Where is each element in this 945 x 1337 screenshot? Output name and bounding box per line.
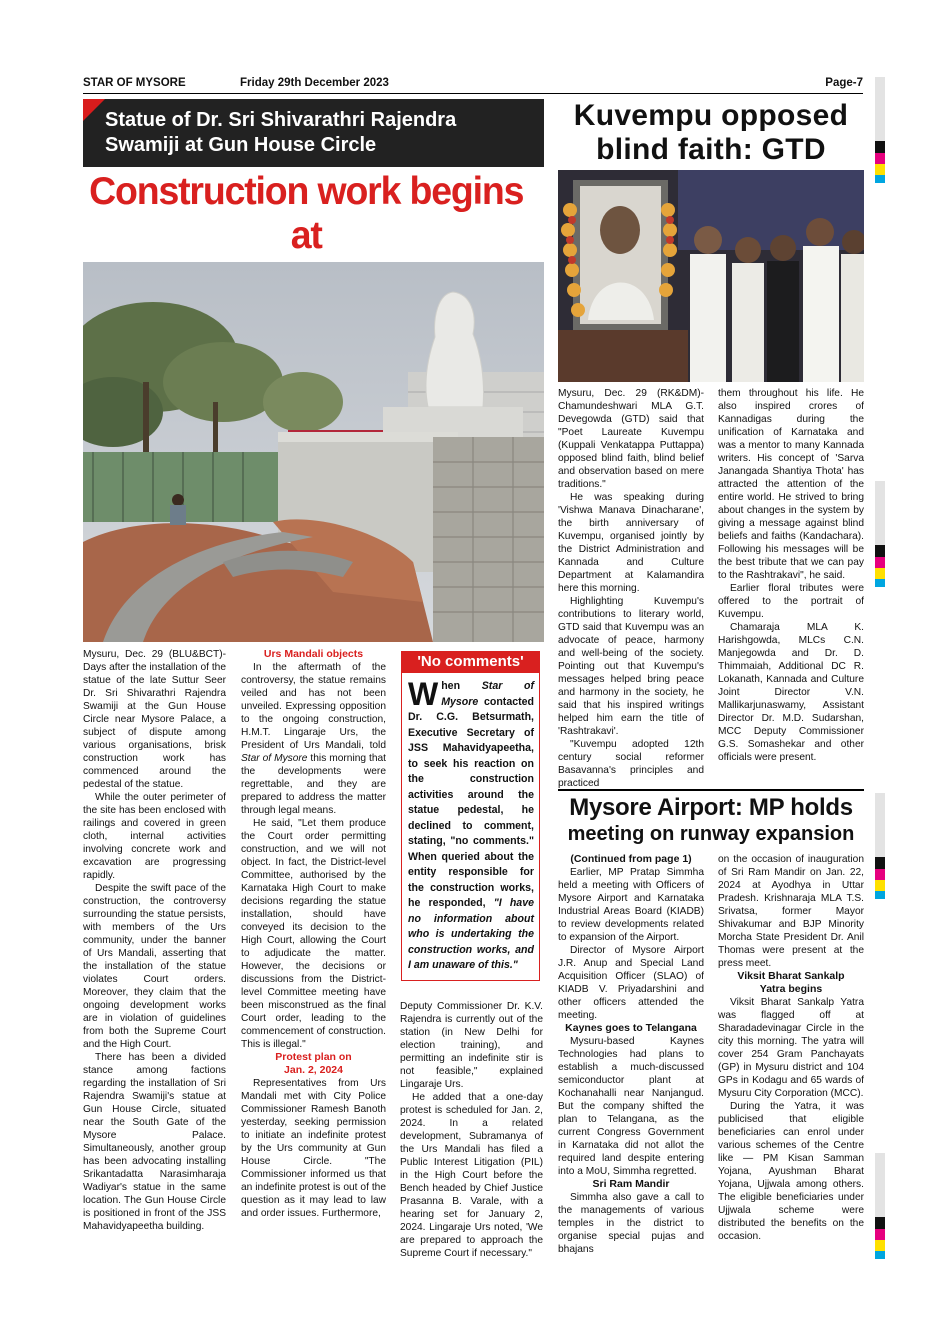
story1-paragraph: Mysuru, Dec. 29 (BLU&BCT)- Days after the installation of the statue of the late Suttur Seer Dr. Sri Shivarathri Rajendra Swamiji at the Gun House Circle near Mysore Palace, a subject of dispute among various organisations, brisk construction work has commenced around the pedestal of the statue. — [83, 649, 226, 790]
red-corner-triangle — [83, 99, 105, 121]
airport-paragraph: Simmha also gave a call to the managements of various temples in the district to organise special pujas and bhajans — [558, 1192, 704, 1255]
kicker-line-2: Swamiji at Gun House Circle — [105, 134, 377, 156]
story1-paragraph: Representatives from Urs Mandali met with City Police Commissioner Ramesh Banoth yesterday, seeking permission to initiate an indefinite protest by the Urs community at Gun House Circle. "The Commissioner informed us that an indefinite protest is out of the question as it may lead to law and order issues. Furthermore, — [241, 1078, 386, 1219]
airport-column-1 — [558, 853, 704, 1256]
subhead-viksit-bharat: Viksit Bharat Sankalp Yatra begins — [737, 970, 845, 995]
kuvempu-tribute-illustration — [558, 170, 864, 382]
story1-column-1 — [83, 648, 226, 1233]
kuvempu-paragraph: Chamaraja MLA K. Harishgowda, MLCs C.N. Manjegowda and Dr. D. Thimmaiah, Additional DC R. Lokanath, Kannada and Culture Joint Director V.N. Mallikarjunaswamy, Assistant Director Dr. M.D. Sudarshan, MCC Deputy Commissioner G.S. Somashekar and other officials were present. — [718, 622, 864, 763]
airport-headline-line-2: meeting on runway expansion — [567, 823, 855, 845]
subhead-urs-mandali: Urs Mandali objects — [263, 648, 364, 660]
drop-cap: W — [408, 676, 439, 712]
header-rule — [83, 93, 863, 94]
kuvempu-paragraph: Mysuru, Dec. 29 (RK&DM)- Chamundeshwari MLA G.T. Devegowda (GTD) said that "Poet Laureate Kuvempu (Kuppali Venkatappa Puttappa) opposed blind faith, blind belief and observation based on mere traditions." — [558, 388, 704, 490]
kicker-banner — [83, 99, 544, 167]
subhead-kaynes: Kaynes goes to Telangana — [565, 1022, 697, 1034]
airport-paragraph: During the Yatra, it was publicised that eligible beneficiaries can enrol under various schemes of the Centre like — PM Kisan Samman Yojana, Ayushman Bharat Yojana, Ujjwala among others. The eligible beneficiaries under Ujjwala scheme were distributed the benefits on the occasion. — [718, 1101, 864, 1242]
paper-name: STAR OF MYSORE — [83, 77, 186, 89]
airport-paragraph: Mysuru-based Kaynes Technologies had plans to establish a much-discussed semiconductor plant at Kochanahalli near Nanjangud. But the company shifted the plan to Telangana, as the current Congress Government in Karnataka did not allot the required land despite entering into a MoU, Simmha regretted. — [558, 1036, 704, 1177]
airport-rule — [558, 789, 864, 791]
page-header — [83, 77, 863, 93]
issue-date: Friday 29th December 2023 — [240, 77, 389, 89]
continued-note: (Continued from page 1) — [570, 853, 692, 865]
airport-headline-line-1: Mysore Airport: MP holds — [569, 794, 853, 821]
kuvempu-paragraph: Highlighting Kuvempu's contributions to literary world, GTD said that Kuvempu was an advocate of peace, harmony and well-being of the society. Pointing out that Kuvempu's messages helped bring peace and harmony in the society, he said that his inspired writings helped him earn the title of 'Rashtrakavi'. — [558, 596, 704, 737]
story1-paragraph: While the outer perimeter of the site has been enclosed with railings and covered in green cloth, internal activities involving concrete work and excavation are progressing rapidly. — [83, 792, 226, 881]
no-comments-title: 'No comments' — [401, 651, 540, 673]
kicker-line-1: Statue of Dr. Sri Shivarathri Rajendra — [105, 109, 457, 131]
main-headline-line-1: Construction work begins at — [89, 170, 524, 257]
airport-paragraph: Earlier, MP Pratap Simmha held a meeting with Officers of Mysore Airport and Karnataka Industrial Areas Board (KIADB) to review developments related to expansion of the Airport. — [558, 867, 704, 943]
airport-column-2 — [718, 853, 864, 1243]
kuvempu-paragraph: He was speaking during 'Vishwa Manava Dinacharane', the birth anniversary of Kuvempu, organised jointly by the District Administration and Kannada and Culture Department at Kalamandira here this morning. — [558, 492, 704, 594]
kuvempu-paragraph: them throughout his life. He also inspired crores of Kannadigas during the unification of Karnataka and was a mentor to many Kannada writers. His concept of 'Sarva Janangada Shantiya Thota' has attracted the attention of the entire world. He strived to bring about changes in the system by giving a message against blind beliefs and faiths (Kandachara). Following his messages will be the best tribute that we can pay to the Rashtrakavi", he said. — [718, 388, 864, 581]
statue-construction-photo — [83, 262, 544, 642]
kuvempu-paragraph: "Kuvempu adopted 12th century social reformer Basavanna's principles and practiced — [558, 739, 704, 789]
story1-column-3 — [400, 1000, 543, 1260]
kuvempu-headline-line-1: Kuvempu opposed — [573, 99, 849, 132]
story1-paragraph: In the aftermath of the controversy, the statue remains veiled and has not been unveiled. Expressing opposition to the ongoing construction, H.M.T. Lingaraje Urs, the President of Urs Mandali, told Star of Mysore this morning that the developments were regrettable, and they are prepared to address the matter through legal means. — [241, 662, 386, 816]
no-comments-body: When Star of Mysore contacted Dr. C.G. Betsurmath, Executive Secretary of JSS Mahavidyapeetha, to seek his reaction on the construction activities around the statue pedestal, he declined to comment, stating, "no comments." When queried about the entity responsible for the construction works, he responded, "I have no information about who is undertaking the construction works, and I am unaware of this." — [401, 673, 540, 981]
airport-paragraph: Viksit Bharat Sankalp Yatra was flagged off at Sharadadevinagar Circle in the city this morning. The yatra will cover 254 Gram Panchayats (GP) in Mysuru district and 104 GPs in Kodagu and 65 wards of Mysuru City Corporation (MCC). — [718, 997, 864, 1099]
statue-construction-illustration — [83, 262, 544, 642]
kuvempu-headline — [558, 99, 864, 167]
kuvempu-tribute-photo — [558, 170, 864, 382]
story1-column-2 — [241, 648, 386, 1220]
airport-paragraph: on the occasion of inauguration of Sri Ram Mandir on Jan. 22, 2024 at Ayodhya in Uttar Pradesh. Krishnaraja MLA T.S. Srivatsa, former Mayor Shivakumar and BJP Minority Morcha State President Dr. Anil Thomas were present at the press meet. — [718, 854, 864, 969]
subhead-ram-mandir: Sri Ram Mandir — [592, 1178, 670, 1190]
kuvempu-column-2 — [718, 387, 864, 764]
kuvempu-column-1 — [558, 387, 704, 790]
page-number: Page-7 — [825, 77, 863, 89]
kuvempu-paragraph: Earlier floral tributes were offered to the portrait of Kuvempu. — [718, 583, 864, 620]
kuvempu-headline-line-2: blind faith: GTD — [596, 133, 826, 166]
subhead-protest-plan: Protest plan on Jan. 2, 2024 — [275, 1051, 352, 1076]
story1-paragraph: He added that a one-day protest is scheduled for Jan. 2, 2024. In a related development, Subramanya of the Urs Mandali has filed a Public Interest Litigation (PIL) in the High Court before the Bench headed by Chief Justice Prasanna B. Varale, with a hearing set for January 2, 2024. Lingaraje Urs noted, 'We are prepared to approach the Supreme Court if necessary." — [400, 1092, 543, 1259]
story1-paragraph: He said, "Let them produce the Court order permitting construction, and we will not object. In fact, the District-level Committee, authorised by the Karnataka High Court to make decisions regarding the statue installation, should have conveyed its decision to the High Court, allowing the Court to adjudicate the matter. However, the decisions or discussions from the District-level Committee meeting have been misconstrued as the final Court order, leading to the commencement of construction. This is illegal." — [241, 818, 386, 1050]
airport-paragraph: Director of Mysore Airport J.R. Anup and Special Land Acquisition Officer (SLAO) of KIADB V. Priyadarshini and other officers attended the meeting. — [558, 945, 704, 1021]
story1-paragraph: There has been a divided stance among factions regarding the installation of Sri Rajendra Swamiji's statue at Gun House Circle, situated near the South Gate of the Mysore Palace. Simultaneously, another group has been advocating installing Srikantadatta Narasimharaja Wadiyar's statue in the same location. The Gun House Circle is positioned in front of the JSS Mahavidyapeetha building. — [83, 1052, 226, 1232]
story1-paragraph: Deputy Commissioner Dr. K.V. Rajendra is currently out of the station (in New Delhi for election training), and permitting an indefinite stir is not feasible," explained Lingaraje Urs. — [400, 1001, 543, 1090]
no-comments-box — [401, 651, 540, 981]
story1-paragraph: Despite the swift pace of the construction, the controversy surrounding the statue persists, with members of the Urs community, under the banner of Urs Mandali, asserting that the installation of the statue violates Court orders. Moreover, they claim that the ongoing development works are in violation of guidelines from both the Supreme Court and the High Court. — [83, 883, 226, 1050]
airport-headline — [558, 793, 864, 846]
